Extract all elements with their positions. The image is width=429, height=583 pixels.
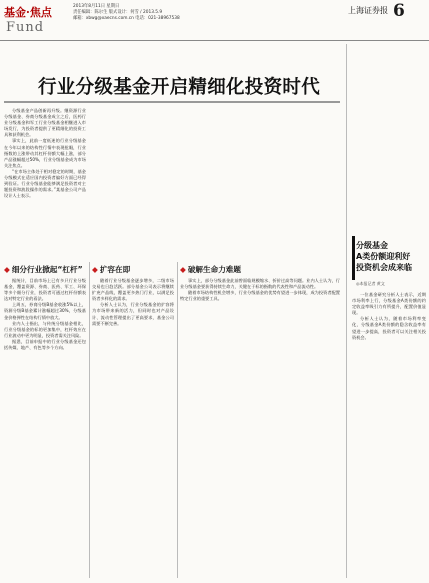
mid-col-heading: ◆ 扩容在即 [92,265,131,274]
body-paragraph: 业内人士指出，与传统分级基金相比，行业分级基金的标的更加集中，杠杆效应在行业波动中更为明显，投资者需关注风险。 [4,320,86,338]
column-divider [89,262,90,578]
editor-line: 责任编辑：陈尔生 版式设计：何雪 / 2013.5.9 [73,10,163,15]
header-rule [0,40,429,41]
far-right-column [352,292,426,578]
pull-quote-line: 分级基金 [356,241,388,250]
lead-paragraph: 分级基金产品创新再升级。继资源行业分级基金、券商分级基金成立之后，医药行业分级基金和军工行业分级基金相继进入市场发行，为投资者提供了更精细化的投资工具和获利机会。 [4,108,86,138]
column-divider [346,44,347,578]
byline: ◎本报记者 黄文 [356,281,385,286]
pull-quote [356,240,426,273]
pull-quote-line: A类份额迎利好 [356,252,411,261]
body-paragraph: 随着行业分级基金逐步增多，二级市场交易也日趋活跃。部分基金公司表示将继续扩充产品线，覆盖更多热门行业，以满足投资者多样化的需求。 [92,278,174,302]
column-divider [177,262,178,578]
mid-column [92,278,174,578]
right-column [180,278,340,578]
paper-name: 上海证券报 [348,6,388,15]
lead-paragraph: 事实上，此前一度低迷的行业分级基金在今年以来的结构性行情中表现抢眼，行业指数的上涨带动其杠杆份额大幅上涨，部分产品涨幅超过50%，行业分级基金成为市场关注焦点。 [4,138,86,168]
left-column [4,278,86,578]
lead-column [4,108,86,258]
page-header [0,0,429,40]
header-meta [73,4,293,22]
lead-paragraph: “在市场主体处于相对稳定的时期，基金分级模式在适应国内投资者偏好方面已经得到验证。行业分级基金能够满足投资者对主题投资和波段操作的需求。”某基金公司产品设计人士表示。 [4,168,86,199]
red-diamond-icon: ◆ [180,265,186,274]
section-title: 基金·焦点 [4,6,52,19]
page-number: 6 [393,1,405,21]
date-line: 2013年8月11日 星期日 [73,4,120,9]
page-headline: 行业分级基金开启精细化投资时代 [38,77,321,98]
email-line: 邮箱：xbwg@xaecns.com.cn 电话：021-38967538 [73,16,180,21]
body-paragraph: 分析人士认为，行业分级基金的扩容将为市场带来新的活力，但同时也对产品设计、流动性管理提出了更高要求，基金公司需要不断完善。 [92,302,174,326]
left-col-heading: ◆ 细分行业掀起“杠杆” [4,265,83,274]
body-paragraph: 据悉，目前申报中的行业分级基金还包括传媒、地产、有色等多个方向。 [4,338,86,351]
body-paragraph: 一位基金研究分析人士表示，近期市场利率上行，分级基金A类份额的约定收益率吸引力有所提升，配置价值显现。 [352,292,426,316]
body-paragraph: 分析人士认为，随着市场利率变化，分级基金A类份额的隐含收益率有望进一步提高，投资者可以关注相关投资机会。 [352,316,426,340]
pull-quote-bar [352,236,355,280]
fund-label: Fund [6,20,45,35]
red-diamond-icon: ◆ [4,265,10,274]
red-diamond-icon: ◆ [92,265,98,274]
pull-quote-line: 投资机会成来临 [356,263,412,272]
body-paragraph: 随着市场结构性机会增多，行业分级基金的优势有望进一步体现，成为投资者配置特定行业的重要工具。 [180,290,340,302]
headline-rule [4,101,340,103]
body-paragraph: 上周五，券商分级B基金收涨5%以上，资源分级B基金累计涨幅超过30%，分级基金价格弹性在结构行情中放大。 [4,302,86,320]
body-paragraph: 据统计，目前市场上已有多只行业分级基金，覆盖资源、券商、医药、军工、环保等多个细分行业，投资者可通过杠杆份额表达对特定行业的看法。 [4,278,86,302]
right-col-heading: ◆ 破解生命力难题 [180,265,241,274]
body-paragraph: 事实上，部分分级基金此前曾面临规模缩水、折价过高等问题。业内人士认为，行业分级基金要获得持续生命力，关键在于标的指数的代表性和产品流动性。 [180,278,340,290]
